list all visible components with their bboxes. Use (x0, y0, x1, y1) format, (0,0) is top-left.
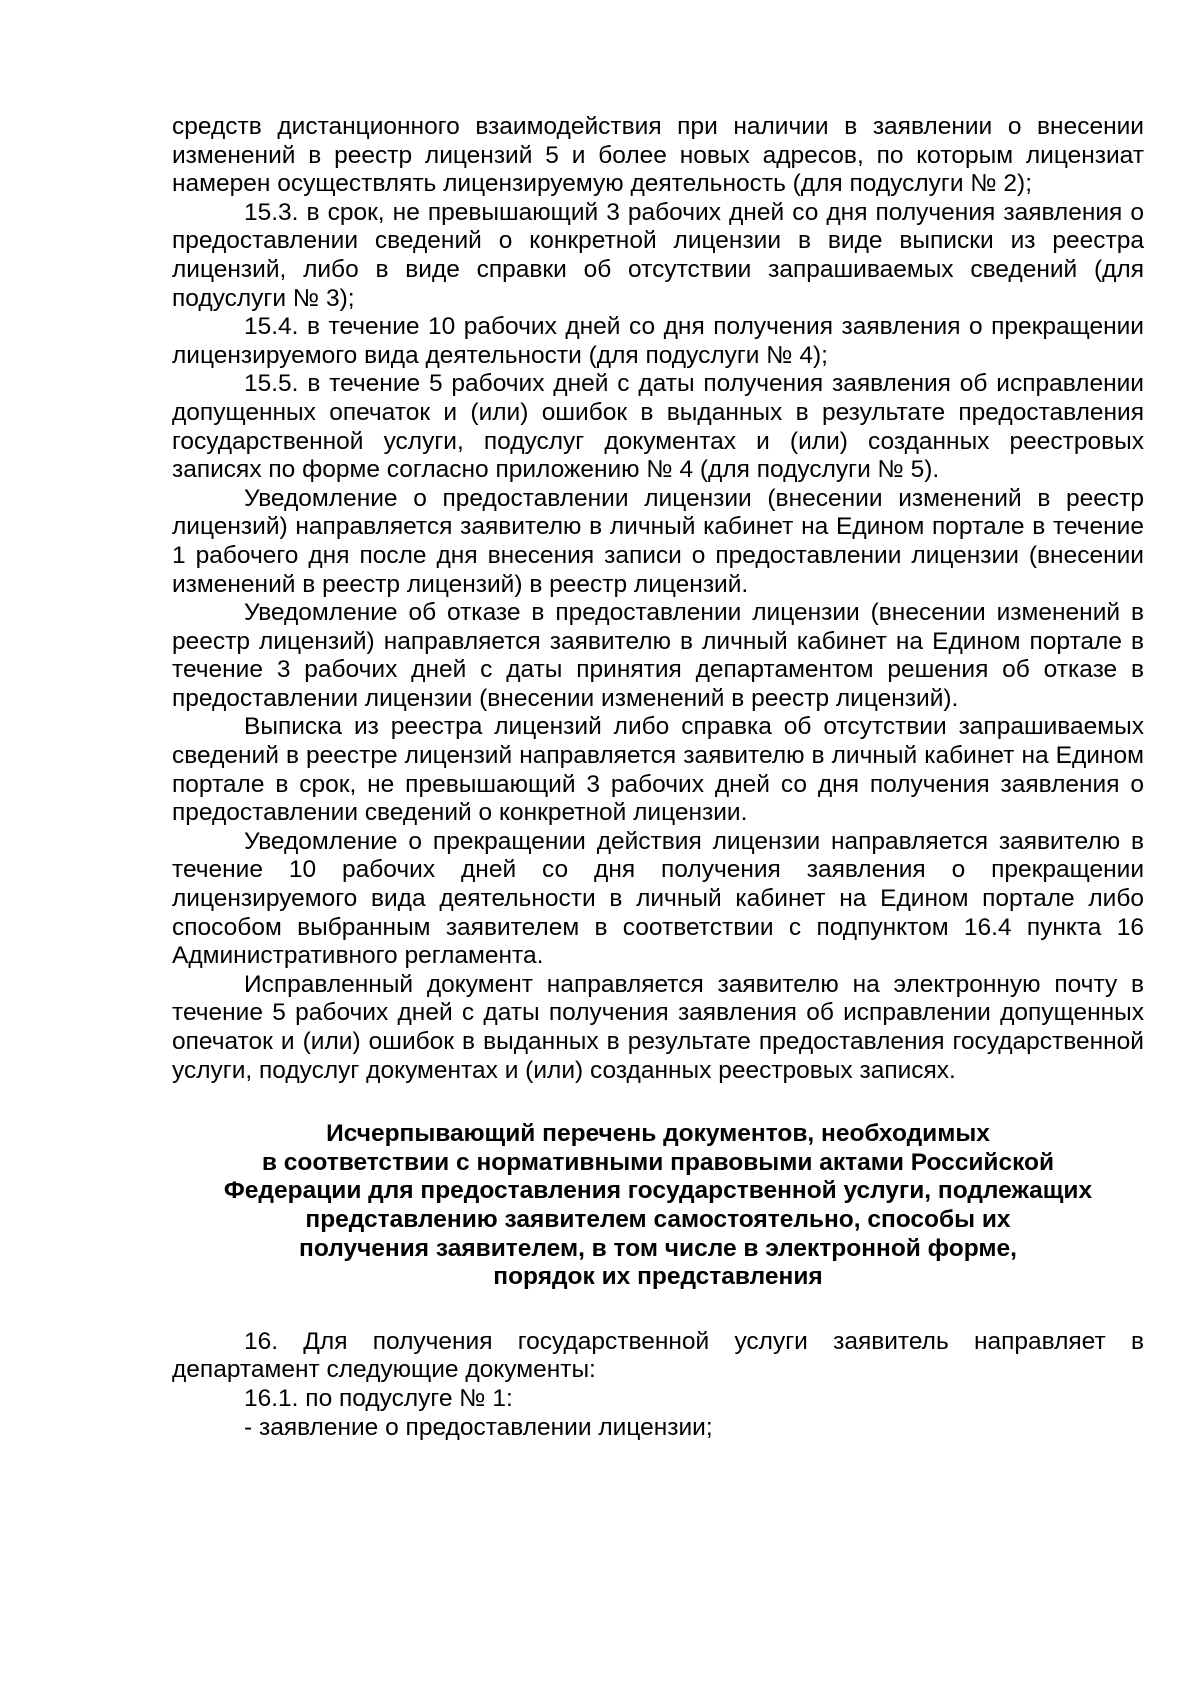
spacer (172, 1085, 1144, 1120)
paragraph-16-1: 16.1. по подуслуге № 1: (244, 1384, 513, 1412)
paragraphs-bottom (172, 1328, 1144, 1442)
paragraph-15-4: 15.4. в течение 10 рабочих дней со дня получения заявления о прекращении лицензируемого вида деятельности (для подуслуги № 4); (172, 313, 1144, 369)
paragraph-license-notice: Уведомление о предоставлении лицензии (внесении изменений в реестр лицензий) направляется заявителю в личный кабинет на Едином портале в течение 1 рабочего дня после дня внесения записи о предоставлении лицензии (внесении изменений в реестр лицензий) в реестр лицензий. (172, 484, 1144, 598)
paragraph-termination-notice: Уведомление о прекращении действия лицензии направляется заявителю в течение 10 рабочих дней со дня получения заявления о прекращении лицензируемого вида деятельности в личный кабинет на Едином портале либо способом выбранным заявителем в соответствии с подпунктом 16.4 пункта 16 Административного регламента. (172, 827, 1144, 970)
paragraph-15-5: 15.5. в течение 5 рабочих дней с даты получения заявления об исправлении допущенных опечаток и (или) ошибок в выданных в результате предоставления государственной услуги, подуслуг документах и (или) созданных реестровых записях по форме согласно приложению № 4 (для подуслуги № 5). (172, 370, 1144, 484)
paragraph-corrected-document: Исправленный документ направляется заявителю на электронную почту в течение 5 рабочих дней с даты получения заявления об исправлении допущенных опечаток и (или) ошибок в выданных в результате предоставления государственной услуги, подуслуг документах и (или) созданных реестровых записях. (172, 970, 1144, 1084)
paragraphs-top (172, 113, 1144, 1085)
document-page (172, 113, 1144, 1442)
paragraph-continuation: средств дистанционного взаимодействия при наличии в заявлении о внесении изменений в реестр лицензий 5 и более новых адресов, по которым лицензиат намерен осуществлять лицензируемую деятельность (для подуслуги № 2); (172, 113, 1144, 198)
heading-line: порядок их представления (493, 1263, 823, 1291)
paragraph-refusal-notice: Уведомление об отказе в предоставлении лицензии (внесении изменений в реестр лицензий) направляется заявителю в личный кабинет на Едином портале в течение 3 рабочих дней с даты принятия департаментом решения об отказе в предоставлении лицензии (внесении изменений в реестр лицензий). (172, 599, 1144, 712)
list-item-license-application: - заявление о предоставлении лицензии; (244, 1413, 713, 1441)
heading-line: получения заявителем, в том числе в электронной форме, (299, 1234, 1017, 1262)
heading-line: в соответствии с нормативными правовыми актами Российской (261, 1148, 1055, 1176)
heading-line: представлению заявителем самостоятельно, способы их (305, 1205, 1011, 1233)
heading-line: Исчерпывающий перечень документов, необходимых (326, 1120, 990, 1148)
paragraph-16: 16. Для получения государственной услуги заявитель направляет в департамент следующие документы: (172, 1327, 1144, 1384)
section-heading (172, 1120, 1144, 1292)
paragraph-15-3: 15.3. в срок, не превышающий 3 рабочих дней со дня получения заявления о предоставлении сведений о конкретной лицензии в виде выписки из реестра лицензий, либо в виде справки об отсутствии запрашиваемых сведений (для подуслуги № 3); (172, 198, 1144, 312)
heading-line: Федерации для предоставления государственной услуги, подлежащих (223, 1177, 1093, 1205)
paragraph-registry-extract: Выписка из реестра лицензий либо справка об отсутствии запрашиваемых сведений в реестре лицензий направляется заявителю в личный кабинет на Едином портале в срок, не превышающий 3 рабочих дней со дня получения заявления о предоставлении сведений о конкретной лицензии. (172, 713, 1144, 827)
spacer (172, 1292, 1144, 1328)
